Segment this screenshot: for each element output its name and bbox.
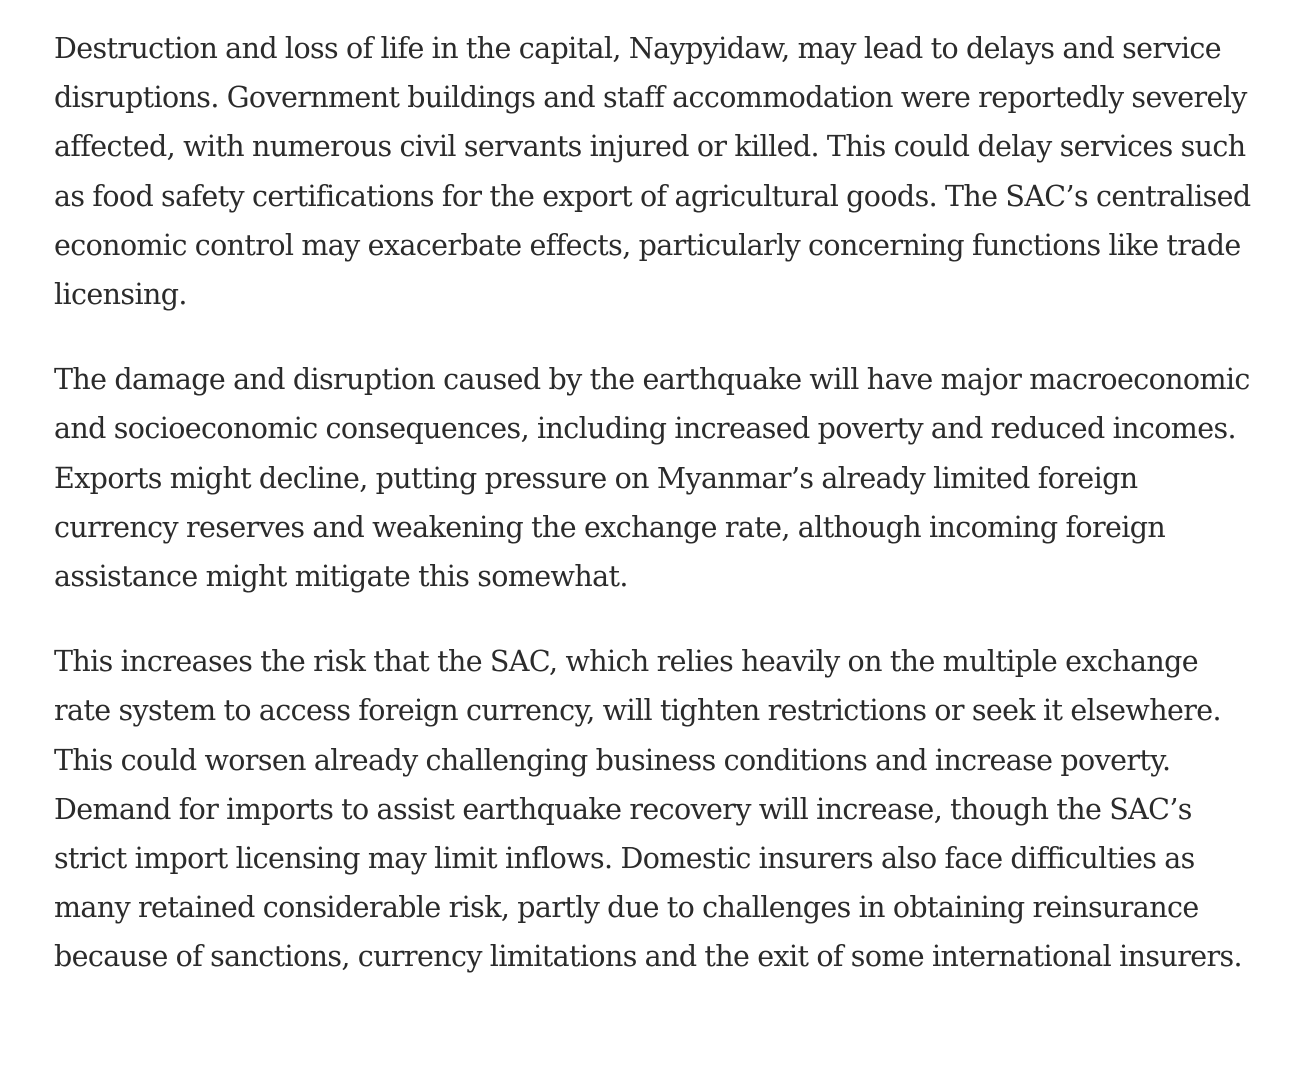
paragraph-naypyidaw-disruptions: Destruction and loss of life in the capital, Naypyidaw, may lead to delays and service disruptions. Government buildings and staff accommodation were reportedly severely affected, with numerous civil servants injured or killed. This could delay services such as food safety certifications for the export of agricultural goods. The SAC’s centralised economic control may exacerbate effects, particularly concerning functions like trade licensing. bbox=[54, 32, 1251, 312]
paragraph-exchange-rate-risk: This increases the risk that the SAC, which relies heavily on the multiple exchange rate system to access foreign currency, will tighten restrictions or seek it elsewhere. This could worsen already challenging business conditions and increase poverty. Demand for imports to assist earthquake recovery will increase, though the SAC’s strict import licensing may limit inflows. Domestic insurers also face difficulties as many retained considerable risk, partly due to challenges in obtaining reinsurance because of sanctions, currency limitations and the exit of some international insurers. bbox=[54, 645, 1242, 974]
paragraph-macroeconomic-consequences: The damage and disruption caused by the earthquake will have major macroeconomic and socioeconomic consequences, including increased poverty and reduced incomes. Exports might decline, putting pressure on Myanmar’s already limited foreign currency reserves and weakening the exchange rate, although incoming foreign assistance might mitigate this somewhat. bbox=[54, 363, 1250, 594]
article-body bbox=[54, 24, 1254, 982]
